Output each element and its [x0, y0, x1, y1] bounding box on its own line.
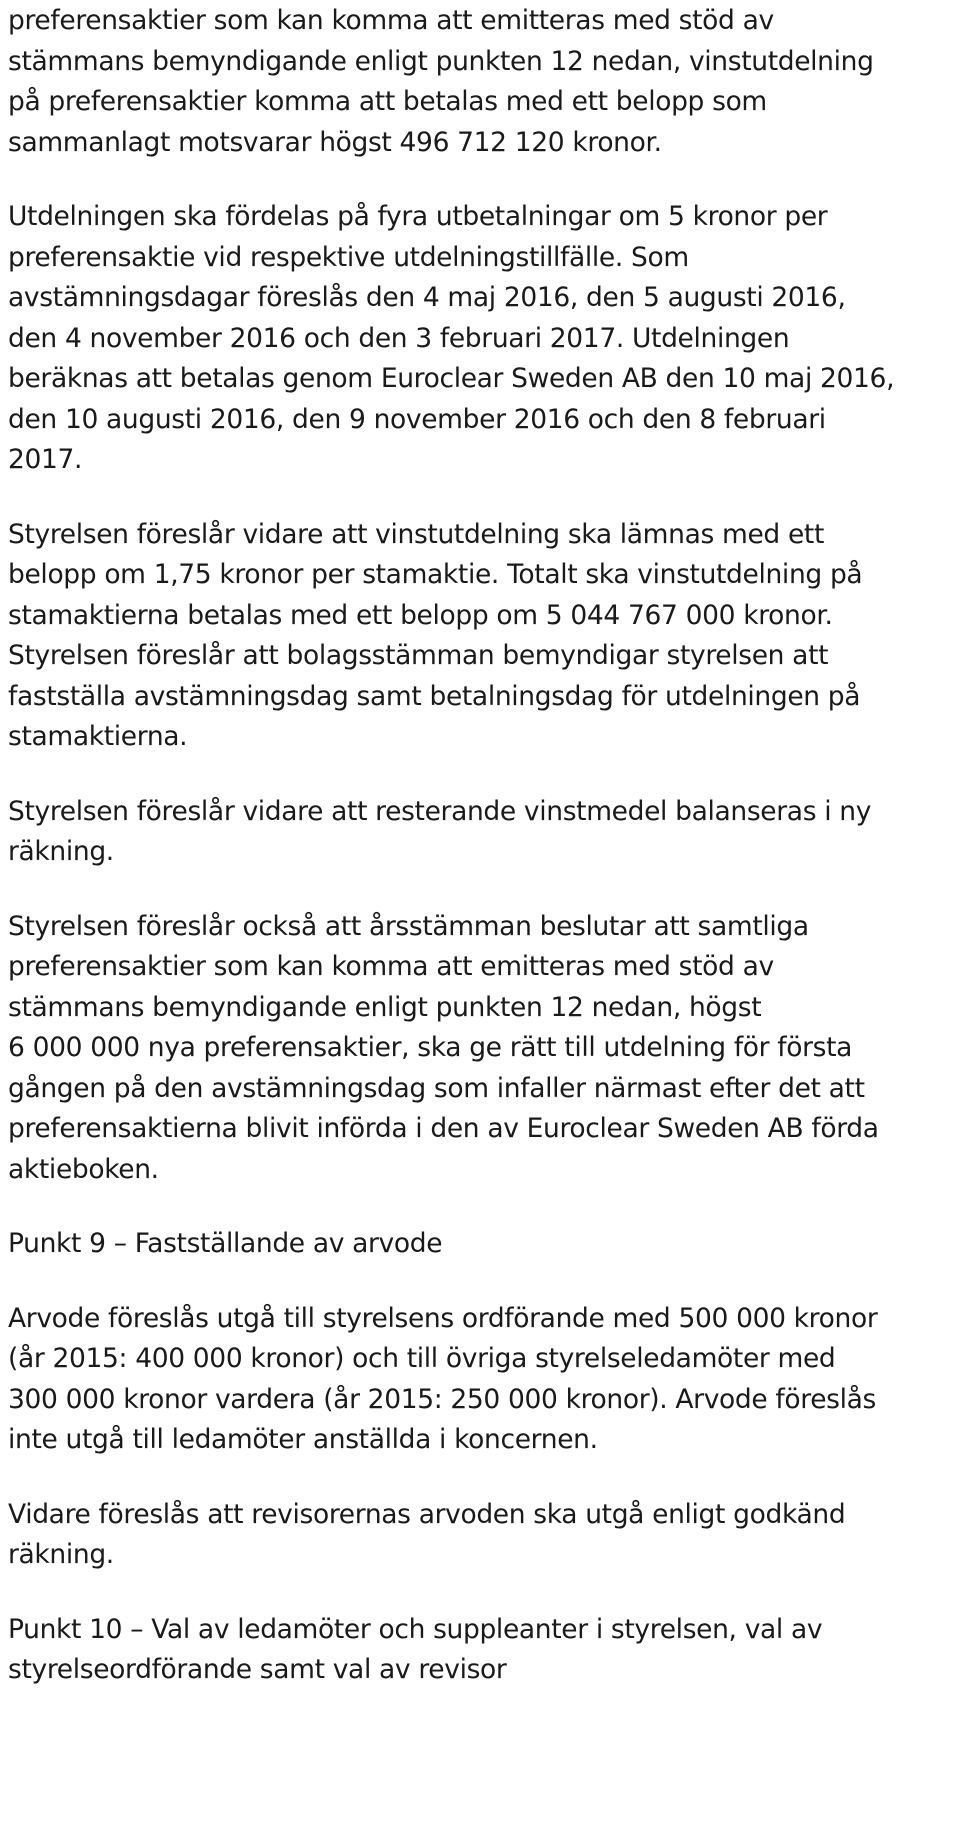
- paragraph-dividend-preference-issued: [8, 1, 958, 163]
- text-line: fastställa avstämningsdag samt betalningsdag för utdelningen på: [8, 680, 861, 712]
- paragraph-new-preference-shares: [8, 907, 958, 1191]
- text-line: Styrelsen föreslår att bolagsstämman bemyndigar styrelsen att: [8, 640, 829, 671]
- text-line: inte utgå till ledamöter anställda i koncernen.: [8, 1424, 598, 1455]
- text-line: (år 2015: 400 000 kronor) och till övriga styrelseledamöter med: [8, 1343, 836, 1374]
- text-line: 2017.: [8, 444, 83, 475]
- text-line: den 4 november 2016 och den 3 februari 2017. Utdelningen: [8, 322, 790, 354]
- heading-text: Punkt 9 – Fastställande av arvode: [8, 1228, 443, 1259]
- text-line: Utdelningen ska fördelas på fyra utbetalningar om 5 kronor per: [8, 201, 828, 232]
- text-line: stämmans bemyndigande enligt punkten 12 nedan, högst: [8, 991, 762, 1023]
- text-line: sammanlagt motsvarar högst 496 712 120 kronor.: [8, 126, 662, 158]
- text-line: preferensaktierna blivit införda i den av Euroclear Sweden AB förda: [8, 1113, 879, 1144]
- text-line: Styrelsen föreslår vidare att vinstutdelning ska lämnas med ett: [8, 518, 825, 550]
- text-line: beräknas att betalas genom Euroclear Sweden AB den 10 maj 2016,: [8, 363, 895, 394]
- text-line: aktieboken.: [8, 1153, 159, 1185]
- document-page: [8, 0, 958, 1691]
- text-line: på preferensaktier komma att betalas med ett belopp som: [8, 86, 767, 117]
- text-line: räkning.: [8, 836, 114, 867]
- paragraph-board-fees: [8, 1299, 958, 1461]
- text-line: preferensaktier som kan komma att emitteras med stöd av: [8, 951, 774, 982]
- text-line: gången på den avstämningsdag som infaller närmast efter det att: [8, 1072, 865, 1104]
- heading-text: Punkt 10 – Val av ledamöter och suppleanter i styrelsen, val av: [8, 1613, 823, 1645]
- text-line: stämmans bemyndigande enligt punkten 12 nedan, vinstutdelning: [8, 45, 874, 77]
- text-line: 300 000 kronor vardera (år 2015: 250 000 kronor). Arvode föreslås: [8, 1383, 876, 1415]
- text-line: Styrelsen föreslår vidare att resterande vinstmedel balanseras i ny: [8, 795, 872, 827]
- text-line: avstämningsdagar föreslås den 4 maj 2016, den 5 augusti 2016,: [8, 282, 846, 313]
- paragraph-ordinary-share-dividend: [8, 515, 958, 758]
- text-line: 6 000 000 nya preferensaktier, ska ge rätt till utdelning för första: [8, 1032, 853, 1063]
- paragraph-dividend-schedule: [8, 197, 958, 481]
- text-line: räkning.: [8, 1539, 114, 1570]
- paragraph-auditor-fees: [8, 1495, 958, 1576]
- text-line: Styrelsen föreslår också att årsstämman beslutar att samtliga: [8, 910, 809, 942]
- text-line: Arvode föreslås utgå till styrelsens ordförande med 500 000 kronor: [8, 1302, 878, 1334]
- text-line: stamaktierna.: [8, 721, 188, 752]
- text-line: den 10 augusti 2016, den 9 november 2016 och den 8 februari: [8, 403, 826, 435]
- section-heading-punkt-10: [8, 1610, 958, 1691]
- section-heading-punkt-9: [8, 1224, 958, 1265]
- text-line: preferensaktier som kan komma att emitteras med stöd av: [8, 5, 774, 36]
- text-line: stamaktierna betalas med ett belopp om 5 044 767 000 kronor.: [8, 599, 833, 631]
- heading-text: styrelseordförande samt val av revisor: [8, 1654, 507, 1685]
- paragraph-retained-earnings: [8, 792, 958, 873]
- text-line: preferensaktie vid respektive utdelningstillfälle. Som: [8, 241, 689, 273]
- text-line: Vidare föreslås att revisorernas arvoden ska utgå enligt godkänd: [8, 1498, 846, 1530]
- text-line: belopp om 1,75 kronor per stamaktie. Totalt ska vinstutdelning på: [8, 559, 863, 590]
